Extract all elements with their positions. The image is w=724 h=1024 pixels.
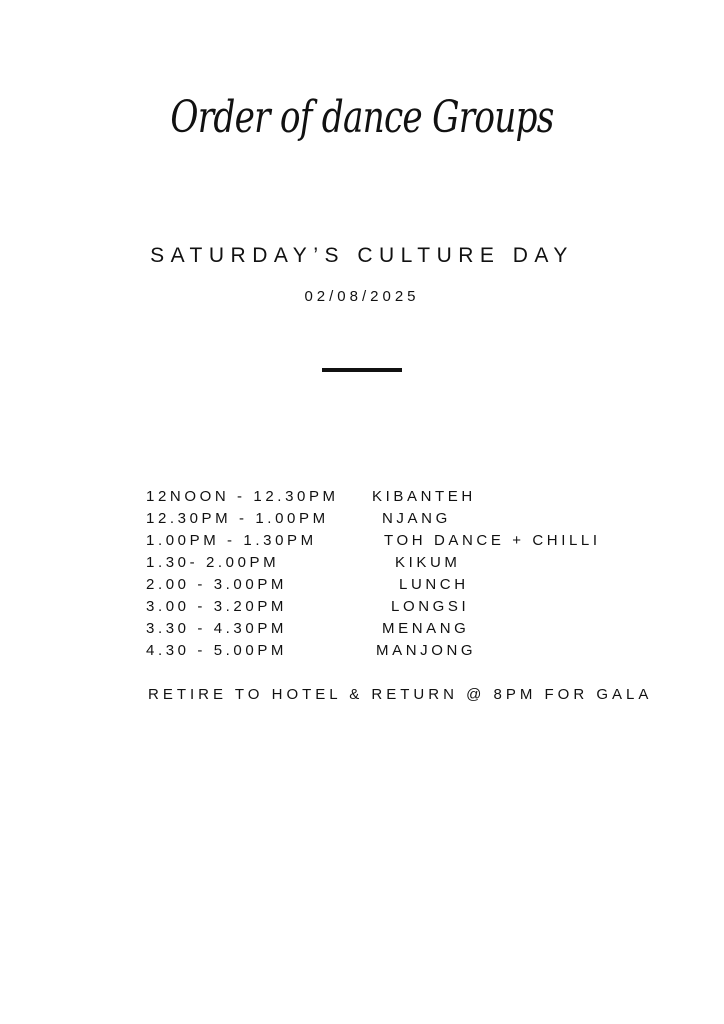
event-subtitle: SATURDAY’S CULTURE DAY [150,244,574,267]
schedule-group: KIBANTEH [372,488,476,505]
schedule-group: NJANG [382,510,451,527]
schedule-group: TOH DANCE + CHILLI [384,532,601,549]
schedule-group: LUNCH [399,576,469,593]
schedule-time: 3.30 - 4.30PM [146,620,288,637]
schedule-time: 1.30- 2.00PM [146,554,280,571]
schedule-group: KIKUM [395,554,461,571]
schedule-group: MENANG [382,620,470,637]
schedule-time: 2.00 - 3.00PM [146,576,288,593]
footer-note: RETIRE TO HOTEL & RETURN @ 8PM FOR GALA [148,686,653,703]
schedule-time: 3.00 - 3.20PM [146,598,288,615]
schedule-group: MANJONG [376,642,477,659]
divider [322,368,402,372]
schedule-group: LONGSI [391,598,470,615]
schedule-time: 12.30PM - 1.00PM [146,510,329,527]
schedule-time: 12NOON - 12.30PM [146,488,339,505]
schedule-time: 4.30 - 5.00PM [146,642,288,659]
schedule-time: 1.00PM - 1.30PM [146,532,317,549]
event-date: 02/08/2025 [304,288,420,305]
page-title: Order of dance Groups [170,92,554,143]
